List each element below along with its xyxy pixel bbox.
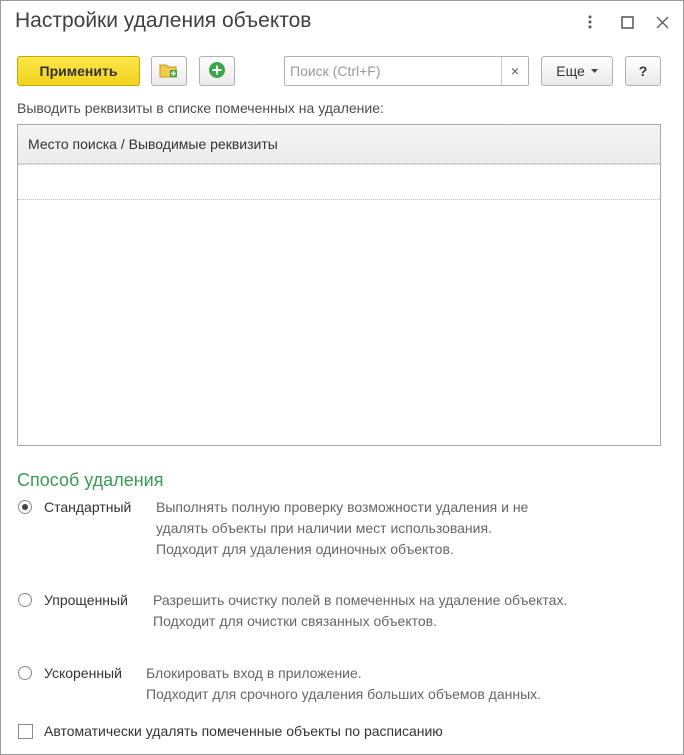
desc-standard-line3: Подходит для удаления одиночных объектов. — [156, 541, 454, 557]
apply-button[interactable]: Применить — [17, 56, 140, 86]
attributes-table[interactable] — [17, 124, 661, 446]
more-vertical-icon[interactable] — [579, 11, 601, 33]
radio-standard[interactable] — [18, 500, 32, 514]
window-title: Настройки удаления объектов — [15, 9, 312, 32]
list-caption: Выводить реквизиты в списке помеченных на удаление: — [17, 100, 384, 116]
toolbar — [1, 56, 683, 88]
more-label: Еще — [556, 63, 585, 79]
add-circle-icon — [208, 61, 226, 82]
desc-simplified-line1: Разрешить очистку полей в помеченных на удаление объектах. — [153, 592, 568, 608]
auto-delete-label[interactable]: Автоматически удалять помеченные объекты по расписанию — [44, 723, 443, 739]
desc-standard — [156, 497, 528, 560]
add-button[interactable] — [199, 56, 235, 86]
auto-delete-checkbox[interactable] — [18, 724, 33, 739]
radio-label-accelerated[interactable]: Ускоренный — [44, 665, 122, 681]
maximize-icon[interactable] — [616, 11, 638, 33]
table-row[interactable] — [18, 164, 660, 200]
desc-standard-line1: Выполнять полную проверку возможности удаления и не — [156, 499, 529, 515]
desc-accelerated-line2: Подходит для срочного удаления больших объемов данных. — [146, 686, 542, 702]
more-button[interactable] — [541, 56, 613, 86]
desc-accelerated — [146, 663, 541, 705]
deletion-method-title: Способ удаления — [17, 470, 164, 490]
radio-label-standard[interactable]: Стандартный — [44, 499, 132, 515]
column-header-search-place[interactable]: Место поиска / Выводимые реквизиты — [18, 125, 660, 164]
help-button[interactable]: ? — [625, 56, 661, 86]
desc-standard-line2: удалять объекты при наличии мест использования. — [156, 520, 492, 536]
radio-label-simplified[interactable]: Упрощенный — [44, 592, 128, 608]
desc-simplified-line2: Подходит для очистки связанных объектов. — [153, 613, 437, 629]
desc-accelerated-line1: Блокировать вход в приложение. — [146, 665, 362, 681]
search-clear-button[interactable]: × — [501, 57, 528, 85]
desc-simplified — [153, 590, 567, 632]
caret-down-icon — [591, 69, 598, 73]
radio-accelerated[interactable] — [18, 666, 32, 680]
close-icon[interactable] — [651, 11, 673, 33]
folder-add-icon — [159, 61, 179, 82]
folder-add-button[interactable] — [151, 56, 187, 86]
radio-simplified[interactable] — [18, 593, 32, 607]
search-field — [284, 56, 529, 86]
search-input[interactable] — [285, 57, 500, 85]
